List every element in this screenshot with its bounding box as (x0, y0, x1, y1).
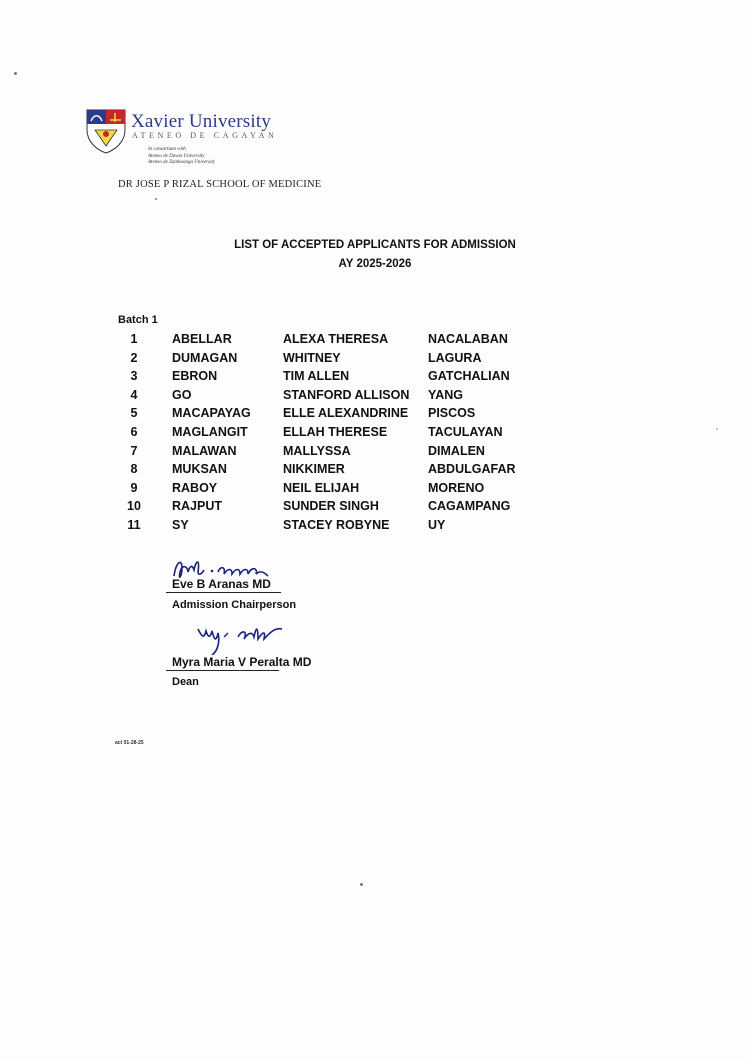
applicant-first-name: TIM ALLEN (283, 369, 350, 384)
applicant-middle-name: UY (428, 517, 446, 532)
applicant-first-name: WHITNEY (283, 350, 341, 365)
applicant-first-name: NIKKIMER (283, 462, 345, 477)
applicant-last-name: RABOY (172, 480, 218, 495)
applicant-number: 5 (130, 406, 138, 421)
scan-speck (155, 198, 157, 200)
applicant-number: 3 (130, 369, 138, 384)
applicant-list (0, 331, 750, 536)
applicant-middle-name: PISCOS (428, 406, 476, 421)
applicant-first-name: SUNDER SINGH (283, 499, 379, 514)
consortium-line: Ateneo de Davao University (148, 153, 205, 159)
applicant-last-name: RAJPUT (172, 499, 223, 514)
document-title: LIST OF ACCEPTED APPLICANTS FOR ADMISSION (234, 239, 516, 251)
applicant-last-name: MUKSAN (172, 462, 227, 477)
applicant-number: 9 (130, 480, 138, 495)
applicant-last-name: DUMAGAN (172, 350, 238, 365)
applicant-row (0, 331, 750, 350)
applicant-row (0, 424, 750, 443)
applicant-row (0, 480, 750, 499)
scan-speck (360, 883, 363, 886)
applicant-row (0, 405, 750, 424)
university-crest-logo (85, 108, 127, 154)
signatory-role: Dean (172, 676, 199, 688)
applicant-number: 10 (127, 499, 141, 514)
applicant-first-name: STACEY ROBYNE (283, 517, 390, 532)
signature-line (166, 670, 279, 671)
applicant-number: 1 (130, 332, 138, 346)
applicant-row (0, 387, 750, 406)
applicant-last-name: MALAWAN (172, 443, 237, 458)
handwritten-signature (192, 623, 287, 655)
signatory-name: Myra Maria V Peralta MD (172, 655, 312, 669)
university-subtitle: ATENEO DE CAGAYAN (132, 131, 278, 140)
applicant-middle-name: YANG (428, 387, 463, 402)
applicant-row (0, 443, 750, 462)
signatory-role: Admission Chairperson (172, 599, 297, 611)
applicant-first-name: ALEXA THERESA (283, 332, 389, 346)
batch-label: Batch 1 (118, 314, 158, 326)
applicant-middle-name: ABDULGAFAR (428, 462, 516, 477)
applicant-middle-name: DIMALEN (428, 443, 485, 458)
applicant-row (0, 517, 750, 536)
applicant-middle-name: MORENO (428, 480, 485, 495)
applicant-middle-name: GATCHALIAN (428, 369, 510, 384)
applicant-number: 6 (130, 424, 138, 439)
applicant-middle-name: LAGURA (428, 350, 482, 365)
scan-speck (14, 72, 17, 75)
applicant-last-name: ABELLAR (172, 332, 232, 346)
school-name: DR JOSE P RIZAL SCHOOL OF MEDICINE (118, 179, 322, 190)
applicant-middle-name: NACALABAN (428, 332, 508, 346)
document-reference: act 01-28-25 (115, 740, 144, 746)
consortium-line: Ateneo de Zamboanga University (148, 160, 216, 165)
applicant-last-name: GO (172, 387, 192, 402)
applicant-row (0, 350, 750, 369)
consortium-line: In consortium with (148, 147, 186, 152)
consortium-note (148, 147, 215, 167)
applicant-last-name: SY (172, 517, 189, 532)
applicant-row (0, 368, 750, 387)
applicant-number: 2 (130, 350, 138, 365)
applicant-first-name: STANFORD ALLISON (283, 387, 410, 402)
applicant-middle-name: CAGAMPANG (428, 499, 511, 514)
applicant-last-name: MACAPAYAG (172, 406, 251, 421)
academic-year: AY 2025-2026 (338, 258, 412, 270)
applicant-row (0, 461, 750, 480)
applicant-first-name: ELLAH THERESE (283, 424, 388, 439)
applicant-number: 8 (130, 462, 138, 477)
signature-line (166, 592, 281, 593)
applicant-first-name: NEIL ELIJAH (283, 480, 360, 495)
applicant-middle-name: TACULAYAN (428, 424, 503, 439)
applicant-first-name: MALLYSSA (283, 443, 351, 458)
scan-speck (716, 428, 718, 430)
university-name: Xavier University (131, 111, 272, 132)
signatory-name: Eve B Aranas MD (172, 577, 271, 591)
applicant-last-name: MAGLANGIT (172, 424, 248, 439)
applicant-number: 7 (130, 443, 138, 458)
applicant-number: 4 (130, 387, 138, 402)
applicant-first-name: ELLE ALEXANDRINE (283, 406, 409, 421)
applicant-number: 11 (127, 517, 141, 532)
applicant-last-name: EBRON (172, 369, 218, 384)
applicant-row (0, 498, 750, 517)
